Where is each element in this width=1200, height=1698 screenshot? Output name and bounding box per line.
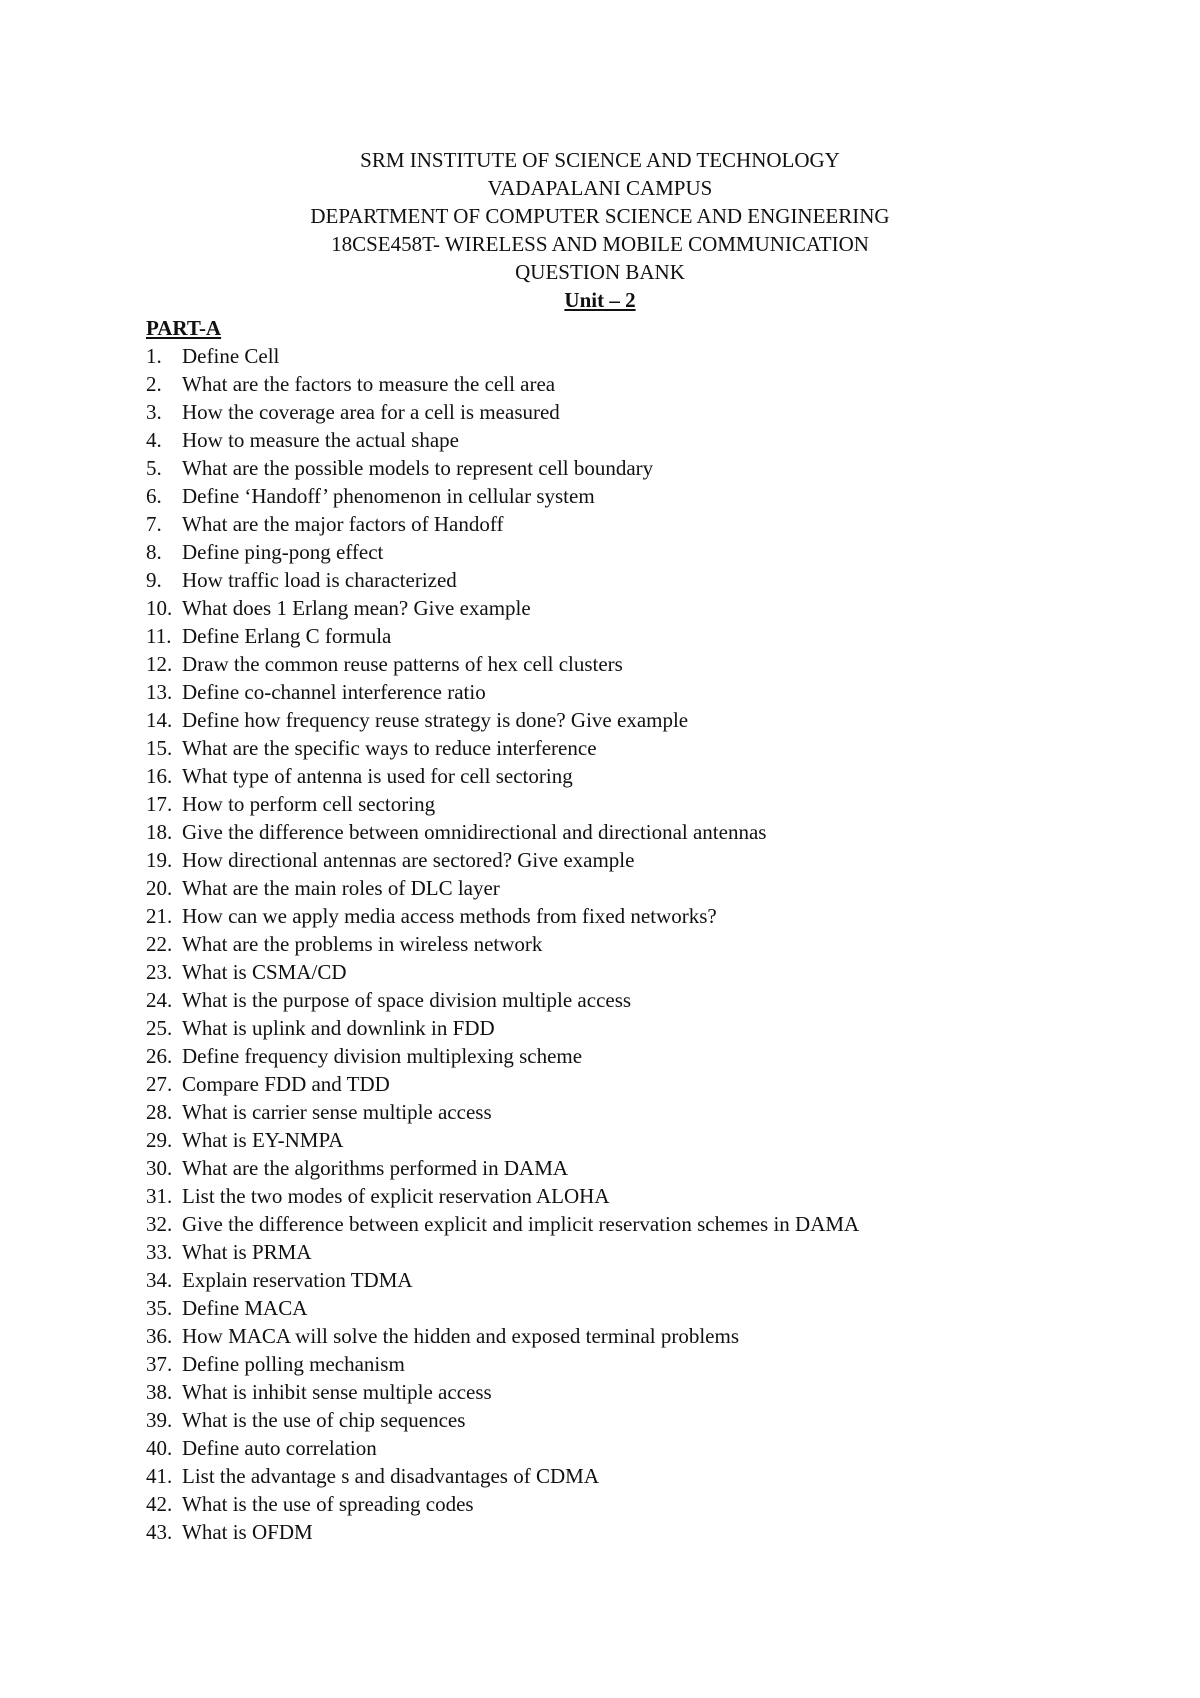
- question-text: Define frequency division multiplexing scheme: [182, 1044, 583, 1068]
- department-name: DEPARTMENT OF COMPUTER SCIENCE AND ENGINEERING: [310, 204, 890, 228]
- question-number: 5.: [146, 456, 162, 480]
- question-text: Give the difference between omnidirectional and directional antennas: [182, 820, 767, 844]
- question-item: [146, 1350, 1146, 1378]
- question-number: 19.: [146, 848, 173, 872]
- question-item: [146, 370, 1146, 398]
- question-number: 21.: [146, 904, 173, 928]
- question-text: How traffic load is characterized: [182, 568, 457, 592]
- question-number: 1.: [146, 344, 162, 368]
- question-item: [146, 874, 1146, 902]
- question-item: [146, 1210, 1146, 1238]
- question-text: What are the algorithms performed in DAMA: [182, 1156, 569, 1180]
- question-item: [146, 1098, 1146, 1126]
- question-item: [146, 538, 1146, 566]
- question-item: [146, 846, 1146, 874]
- question-number: 25.: [146, 1016, 173, 1040]
- question-item: [146, 958, 1146, 986]
- question-item: [146, 622, 1146, 650]
- question-item: [146, 1406, 1146, 1434]
- question-item: [146, 1042, 1146, 1070]
- question-number: 39.: [146, 1408, 173, 1432]
- question-text: How directional antennas are sectored? Give example: [182, 848, 635, 872]
- question-text: What is the use of chip sequences: [182, 1408, 466, 1432]
- question-number: 31.: [146, 1184, 173, 1208]
- question-item: [146, 902, 1146, 930]
- question-item: [146, 342, 1146, 370]
- question-text: Define auto correlation: [182, 1436, 377, 1460]
- question-number: 18.: [146, 820, 173, 844]
- question-item: [146, 510, 1146, 538]
- question-text: What is EY-NMPA: [182, 1128, 344, 1152]
- question-item: [146, 1490, 1146, 1518]
- question-text: Define co-channel interference ratio: [182, 680, 486, 704]
- question-text: Define ping-pong effect: [182, 540, 384, 564]
- question-text: What is OFDM: [182, 1520, 313, 1544]
- question-item: [146, 1238, 1146, 1266]
- question-item: [146, 1070, 1146, 1098]
- question-text: What does 1 Erlang mean? Give example: [182, 596, 531, 620]
- question-number: 23.: [146, 960, 173, 984]
- question-text: Define MACA: [182, 1296, 308, 1320]
- question-text: What are the major factors of Handoff: [182, 512, 504, 536]
- question-number: 28.: [146, 1100, 173, 1124]
- question-number: 43.: [146, 1520, 173, 1544]
- question-text: Define polling mechanism: [182, 1352, 405, 1376]
- question-item: [146, 678, 1146, 706]
- question-item: [146, 454, 1146, 482]
- institute-name: SRM INSTITUTE OF SCIENCE AND TECHNOLOGY: [360, 148, 840, 172]
- question-number: 8.: [146, 540, 162, 564]
- question-text: What is PRMA: [182, 1240, 312, 1264]
- question-text: What are the specific ways to reduce interference: [182, 736, 597, 760]
- question-number: 36.: [146, 1324, 173, 1348]
- question-number: 7.: [146, 512, 162, 536]
- question-number: 9.: [146, 568, 162, 592]
- question-number: 3.: [146, 400, 162, 424]
- question-number: 20.: [146, 876, 173, 900]
- question-item: [146, 1126, 1146, 1154]
- question-number: 6.: [146, 484, 162, 508]
- question-item: [146, 398, 1146, 426]
- question-number: 30.: [146, 1156, 173, 1180]
- question-item: [146, 790, 1146, 818]
- question-number: 14.: [146, 708, 173, 732]
- question-number: 37.: [146, 1352, 173, 1376]
- question-text: What are the main roles of DLC layer: [182, 876, 500, 900]
- question-number: 10.: [146, 596, 173, 620]
- question-number: 41.: [146, 1464, 173, 1488]
- question-text: What is carrier sense multiple access: [182, 1100, 492, 1124]
- question-section: [146, 314, 1146, 1546]
- question-item: [146, 1518, 1146, 1546]
- question-item: [146, 1322, 1146, 1350]
- question-text: Compare FDD and TDD: [182, 1072, 390, 1096]
- question-number: 29.: [146, 1128, 173, 1152]
- question-text: What is the use of spreading codes: [182, 1492, 474, 1516]
- question-number: 34.: [146, 1268, 173, 1292]
- question-text: Explain reservation TDMA: [182, 1268, 413, 1292]
- question-number: 33.: [146, 1240, 173, 1264]
- question-text: Define ‘Handoff’ phenomenon in cellular system: [182, 484, 595, 508]
- question-text: What is the purpose of space division multiple access: [182, 988, 632, 1012]
- question-text: What is uplink and downlink in FDD: [182, 1016, 495, 1040]
- document-type: QUESTION BANK: [515, 260, 685, 284]
- question-text: How the coverage area for a cell is measured: [182, 400, 560, 424]
- question-item: [146, 1378, 1146, 1406]
- question-number: 27.: [146, 1072, 173, 1096]
- question-item: [146, 986, 1146, 1014]
- question-number: 35.: [146, 1296, 173, 1320]
- question-number: 13.: [146, 680, 173, 704]
- question-number: 11.: [146, 624, 172, 648]
- question-item: [146, 762, 1146, 790]
- question-item: [146, 734, 1146, 762]
- question-text: Define Erlang C formula: [182, 624, 392, 648]
- question-number: 2.: [146, 372, 162, 396]
- question-text: Draw the common reuse patterns of hex cell clusters: [182, 652, 623, 676]
- question-number: 15.: [146, 736, 173, 760]
- question-text: What type of antenna is used for cell sectoring: [182, 764, 573, 788]
- question-text: List the advantage s and disadvantages of CDMA: [182, 1464, 599, 1488]
- question-text: What are the possible models to represent cell boundary: [182, 456, 654, 480]
- question-number: 32.: [146, 1212, 173, 1236]
- question-text: Define how frequency reuse strategy is done? Give example: [182, 708, 689, 732]
- question-item: [146, 1266, 1146, 1294]
- question-number: 42.: [146, 1492, 173, 1516]
- question-item: [146, 594, 1146, 622]
- part-title: PART-A: [146, 316, 222, 340]
- question-item: [146, 1434, 1146, 1462]
- question-text: Give the difference between explicit and implicit reservation schemes in DAMA: [182, 1212, 860, 1236]
- question-number: 4.: [146, 428, 162, 452]
- question-number: 16.: [146, 764, 173, 788]
- question-number: 17.: [146, 792, 173, 816]
- course-title: 18CSE458T- WIRELESS AND MOBILE COMMUNICATION: [331, 232, 869, 256]
- question-number: 12.: [146, 652, 173, 676]
- question-item: [146, 818, 1146, 846]
- question-text: What is CSMA/CD: [182, 960, 347, 984]
- question-item: [146, 930, 1146, 958]
- document-header: [0, 146, 1200, 314]
- question-text: How to perform cell sectoring: [182, 792, 436, 816]
- question-number: 40.: [146, 1436, 173, 1460]
- question-item: [146, 1462, 1146, 1490]
- campus-name: VADAPALANI CAMPUS: [487, 176, 713, 200]
- question-item: [146, 1294, 1146, 1322]
- question-text: Define Cell: [182, 344, 280, 368]
- question-item: [146, 426, 1146, 454]
- question-text: How MACA will solve the hidden and exposed terminal problems: [182, 1324, 740, 1348]
- question-item: [146, 706, 1146, 734]
- question-item: [146, 1182, 1146, 1210]
- question-text: How to measure the actual shape: [182, 428, 459, 452]
- question-item: [146, 482, 1146, 510]
- question-text: How can we apply media access methods from fixed networks?: [182, 904, 717, 928]
- question-number: 38.: [146, 1380, 173, 1404]
- question-text: What are the factors to measure the cell area: [182, 372, 556, 396]
- question-item: [146, 1154, 1146, 1182]
- question-number: 24.: [146, 988, 173, 1012]
- question-number: 26.: [146, 1044, 173, 1068]
- question-item: [146, 650, 1146, 678]
- question-number: 22.: [146, 932, 173, 956]
- unit-title: Unit – 2: [564, 288, 636, 312]
- question-text: List the two modes of explicit reservation ALOHA: [182, 1184, 610, 1208]
- question-list: [146, 342, 1146, 1546]
- question-item: [146, 566, 1146, 594]
- question-text: What are the problems in wireless network: [182, 932, 543, 956]
- question-text: What is inhibit sense multiple access: [182, 1380, 492, 1404]
- question-item: [146, 1014, 1146, 1042]
